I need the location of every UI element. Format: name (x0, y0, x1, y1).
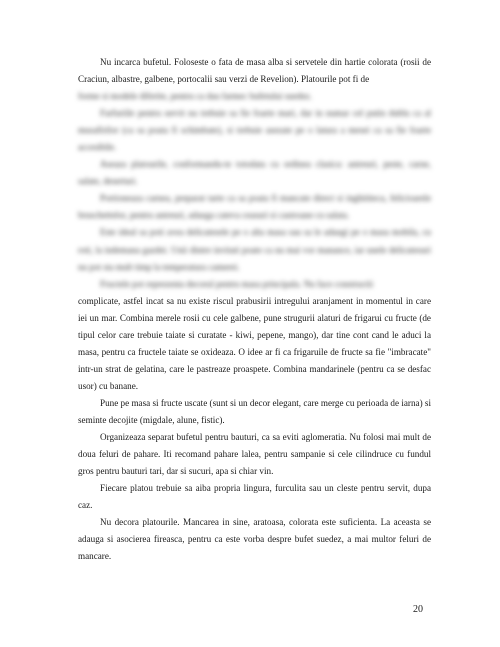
paragraph: Fiecare platou trebuie sa aiba propria lingura, furculita sau un cleste pentru servit, dupa caz. (78, 483, 431, 511)
paragraph: Nu decora platourile. Mancarea in sine, aratoasa, colorata este suficienta. La aceasta se adauga si asocierea fireasca, pentru ca este vorba despre bufet suedez, a mai multor feluri de mancare. (78, 517, 431, 562)
paragraph-blurred: Farfuriile pentru servit nu trebuie sa fie foarte mari, dar in numar cel putin dublu ca al musafirilor (ca sa poata fi schimbate), si trebuie asezate pe o latura a mesei ca sa fie foarte accesibile. (78, 108, 431, 153)
paragraph-blurred: forme si modele diferite, pentru ca dau farmec bufetului suedez. (78, 91, 312, 102)
paragraph-blurred: Este ideal sa poti avea delicatesele pe o alta masa sau sa le adaugi pe o masa mobila, cu roti, la indemana gazdei. Unii dintre invitati poate ca nu mai vor manance, iar unele delicatesuri nu pot sta mult timp la temperatura camerei. (78, 227, 431, 272)
paragraph-blurred: Fructele pot reprezenta decorul pentru masa principala. Nu face constructii (100, 278, 374, 289)
page-number: 20 (413, 604, 423, 615)
paragraph-blurred: Portioneaza carnea, preparat tarte ca sa poata fi mancate direct si inghititeca, felicioarele bruschettelor, pentru antreuri, adauga cateva ceasuri si castroane cu salata. (78, 193, 431, 221)
document-body (78, 54, 431, 565)
paragraph-blurred: Aseaza platourile, conformandu-te totodata cu ordinea clasica: antreuri, peste, carne, salate, deserturi. (78, 159, 431, 187)
paragraph: Organizeaza separat bufetul pentru bauturi, ca sa eviti aglomeratia. Nu folosi mai mult de doua feluri de pahare. Iti recomand pahare lalea, pentru sampanie si cele cilindruce cu fundul gros pentru bauturi tari, dar si sucuri, apa si chiar vin. (78, 432, 431, 477)
paragraph: complicate, astfel incat sa nu existe riscul prabusirii intregului aranjament in momentul in care iei un mar. Combina merele rosii cu cele galbene, pune strugurii alaturi de frigarui cu fructe (de tipul celor care trebuie taiate si curatate - kiwi, pepene, mango), dar tine cont cand le aduci la masa, pentru ca fructele taiate se oxideaza. O idee ar fi ca frigaruile de fructe sa fie "imbracate" intr-un strat de gelatina, care le pastreaze proaspete. Combina mandarinele (pentru ca se desfac usor) cu banane. (78, 295, 431, 391)
paragraph: Pune pe masa si fructe uscate (sunt si un decor elegant, care merge cu perioada de iarna) si seminte decojite (migdale, alune, fistic). (78, 397, 431, 425)
paragraph: Nu incarca bufetul. Foloseste o fata de masa alba si servetele din hartie colorata (rosii de Craciun, albastre, galbene, portocalii sau verzi de Revelion). Platourile pot fi de (78, 57, 431, 85)
